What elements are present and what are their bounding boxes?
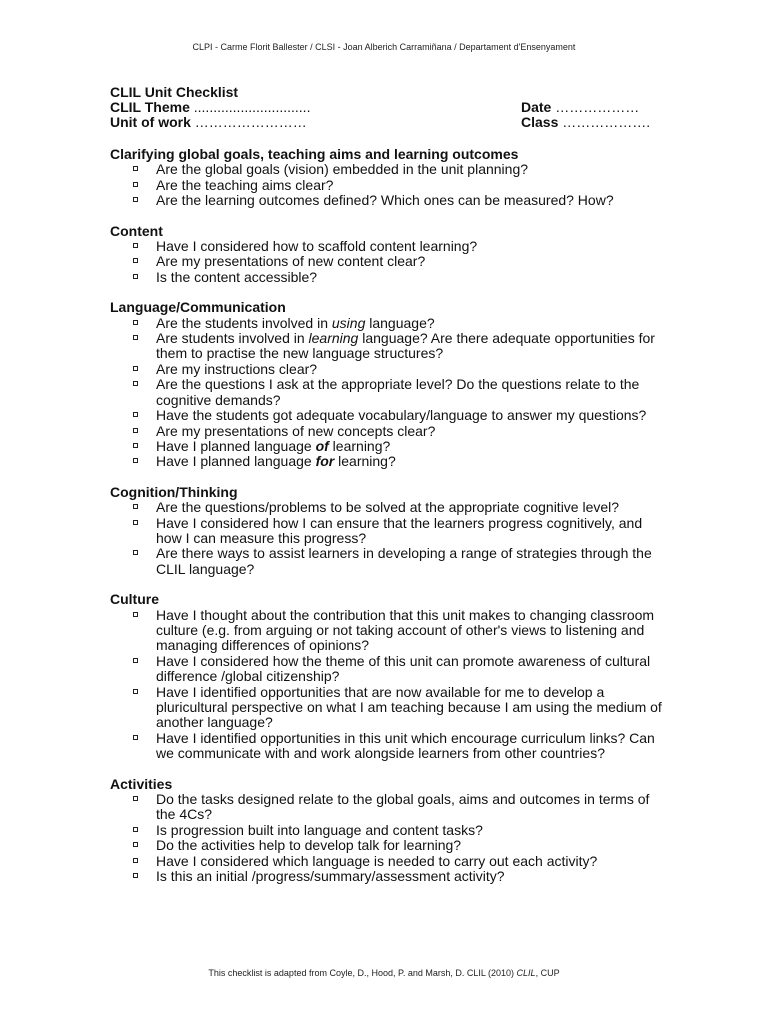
- checklist-item: [110, 792, 670, 823]
- section-heading: Language/Communication: [110, 299, 286, 316]
- checkbox-bullet-icon: [133, 366, 138, 371]
- unit-label: Unit of work: [110, 114, 191, 130]
- page-header: CLPI - Carme Florit Ballester / CLSI - Joan Alberich Carramiñana / Departament d'Ensenyament: [192, 42, 576, 52]
- item-text: Do the tasks designed relate to the global goals, aims and outcomes in terms of the 4Cs?: [156, 791, 650, 823]
- checkbox-bullet-icon: [133, 258, 138, 263]
- section-heading: Clarifying global goals, teaching aims and learning outcomes: [110, 146, 519, 162]
- item-text: Do the activities help to develop talk for learning?: [156, 837, 462, 854]
- checklist-item: [110, 362, 670, 377]
- unit-field: ……………………: [194, 114, 307, 130]
- checklist-item: [110, 838, 670, 853]
- checklist-item: [110, 239, 670, 254]
- section-heading: Activities: [110, 775, 173, 792]
- item-text: Are the questions/problems to be solved at the appropriate cognitive level?: [156, 499, 620, 516]
- checklist-list: [110, 500, 670, 577]
- item-text: Are there ways to assist learners in developing a range of strategies through the CLIL language?: [156, 545, 652, 577]
- checklist-item: [110, 331, 670, 362]
- class-group: [521, 115, 650, 130]
- checklist-item: [110, 270, 670, 285]
- date-group: [521, 100, 639, 115]
- checkbox-bullet-icon: [133, 520, 138, 525]
- checkbox-bullet-icon: [133, 428, 138, 433]
- checklist-item: [110, 546, 670, 577]
- item-text: Are the learning outcomes defined? Which ones can be measured? How?: [156, 192, 614, 209]
- title-block: [110, 85, 670, 130]
- checklist-item: [110, 500, 670, 515]
- checkbox-bullet-icon: [133, 612, 138, 617]
- item-text: Have I identified opportunities that are now available for me to develop a pluricultural perspective on what I am teaching because I am using the medium of another language?: [156, 683, 662, 731]
- class-label: Class: [521, 114, 559, 130]
- section-heading: Cognition/Thinking: [110, 483, 238, 500]
- item-text: Have I considered how I can ensure that the learners progress cognitively, and how I can measure this progress?: [156, 514, 643, 546]
- unit-row: [110, 115, 670, 130]
- class-field: ……………….: [562, 114, 651, 130]
- document-title: CLIL Unit Checklist: [110, 84, 239, 100]
- checkbox-bullet-icon: [133, 842, 138, 847]
- footer-suffix: , CUP: [535, 968, 560, 978]
- item-text: Have I considered how to scaffold content learning?: [156, 238, 478, 255]
- checklist-item: [110, 439, 670, 454]
- checklist-item: [110, 377, 670, 408]
- item-text: learning: [308, 330, 359, 347]
- item-text: learning?: [334, 453, 396, 470]
- checklist-item: [110, 254, 670, 269]
- checkbox-bullet-icon: [133, 182, 138, 187]
- checklist-item: [110, 685, 670, 731]
- checklist-list: [110, 239, 670, 285]
- checkbox-bullet-icon: [133, 320, 138, 325]
- checklist-item: [110, 516, 670, 547]
- checklist-item: [110, 162, 670, 177]
- item-text: of: [315, 437, 329, 454]
- checkbox-bullet-icon: [133, 412, 138, 417]
- item-text: Is progression built into language and content tasks?: [156, 821, 483, 838]
- checkbox-bullet-icon: [133, 197, 138, 202]
- item-text: Are the teaching aims clear?: [156, 176, 334, 193]
- footer-prefix: This checklist is adapted from Coyle, D., Hood, P. and Marsh, D. CLIL (2010): [208, 968, 517, 978]
- theme-label: CLIL Theme: [110, 99, 190, 115]
- item-text: for: [315, 453, 335, 470]
- checkbox-bullet-icon: [133, 443, 138, 448]
- item-text: Are students involved in: [156, 330, 309, 347]
- checkbox-bullet-icon: [133, 827, 138, 832]
- item-text: Is the content accessible?: [156, 268, 318, 285]
- item-text: Are my instructions clear?: [156, 360, 318, 377]
- checkbox-bullet-icon: [133, 858, 138, 863]
- checkbox-bullet-icon: [133, 689, 138, 694]
- checklist-list: [110, 608, 670, 762]
- item-text: Are my presentations of new concepts clear?: [156, 422, 436, 439]
- item-text: Have I planned language: [156, 437, 316, 454]
- checklist-item: [110, 854, 670, 869]
- checkbox-bullet-icon: [133, 243, 138, 248]
- item-text: language?: [365, 314, 435, 331]
- item-text: Are the students involved in: [156, 314, 332, 331]
- footer-italic: CLIL: [516, 968, 536, 978]
- checklist-content: [110, 147, 670, 884]
- checkbox-bullet-icon: [133, 735, 138, 740]
- checklist-list: [110, 162, 670, 208]
- checklist-item: [110, 654, 670, 685]
- checkbox-bullet-icon: [133, 274, 138, 279]
- checkbox-bullet-icon: [133, 166, 138, 171]
- checklist-item: [110, 193, 670, 208]
- item-text: Have I planned language: [156, 453, 316, 470]
- checklist-item: [110, 869, 670, 884]
- checklist-item: [110, 731, 670, 762]
- checklist-list: [110, 316, 670, 470]
- checkbox-bullet-icon: [133, 873, 138, 878]
- item-text: Have I identified opportunities in this unit which encourage curriculum links? Can we communicate with and work alongside learners from other countries?: [156, 729, 655, 762]
- footer-note: [0, 968, 768, 978]
- theme-field: ..............................: [193, 99, 311, 115]
- theme-row: [110, 100, 670, 115]
- item-text: Have I thought about the contribution that this unit makes to changing classroom culture (e.g. from arguing or not taking account of other's views to listening and managing differences of opinions?: [156, 606, 655, 654]
- checkbox-bullet-icon: [133, 658, 138, 663]
- item-text: Are the questions I ask at the appropriate level? Do the questions relate to the cognitive demands?: [156, 376, 640, 408]
- checkbox-bullet-icon: [133, 550, 138, 555]
- checklist-item: [110, 424, 670, 439]
- checklist-item: [110, 823, 670, 838]
- item-text: Have the students got adequate vocabulary/language to answer my questions?: [156, 407, 647, 424]
- checklist-item: [110, 316, 670, 331]
- checkbox-bullet-icon: [133, 504, 138, 509]
- item-text: learning?: [328, 437, 391, 454]
- checkbox-bullet-icon: [133, 381, 138, 386]
- item-text: Have I considered how the theme of this unit can promote awareness of cultural difference /global citizenship?: [156, 652, 651, 685]
- checkbox-bullet-icon: [133, 335, 138, 340]
- item-text: Is this an initial /progress/summary/assessment activity?: [156, 868, 505, 885]
- item-text: language? Are there adequate opportunities for them to practise the new language structures?: [156, 330, 655, 362]
- item-text: Are the global goals (vision) embedded in the unit planning?: [156, 161, 529, 178]
- date-field: ………………: [555, 99, 640, 115]
- section-heading: Culture: [110, 591, 159, 608]
- item-text: using: [331, 314, 366, 331]
- checklist-item: [110, 454, 670, 469]
- date-label: Date: [521, 99, 552, 115]
- checklist-list: [110, 792, 670, 884]
- checklist-item: [110, 178, 670, 193]
- item-text: Are my presentations of new content clear?: [156, 253, 426, 270]
- checkbox-bullet-icon: [133, 796, 138, 801]
- checklist-item: [110, 408, 670, 423]
- section-heading: Content: [110, 222, 163, 239]
- item-text: Have I considered which language is needed to carry out each activity?: [156, 852, 598, 869]
- checkbox-bullet-icon: [133, 458, 138, 463]
- checklist-item: [110, 608, 670, 654]
